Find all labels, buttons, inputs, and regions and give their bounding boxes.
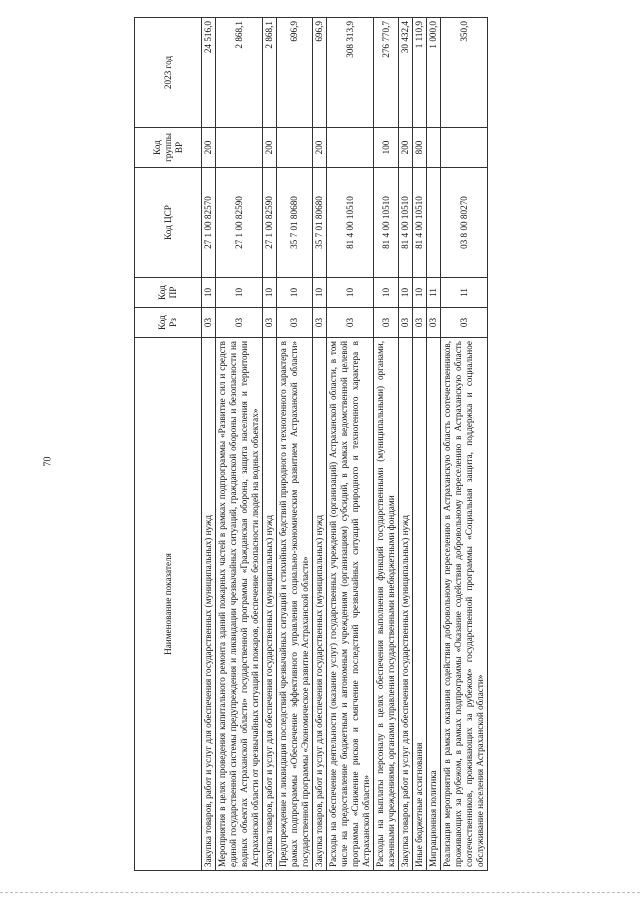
row-pr: 10 <box>313 278 327 308</box>
row-name: Реализация мероприятий в рамках оказания содействия добровольному переселению в Астраханскую область соотечественников, проживающих за рубежом, в рамках подпрограммы «Оказание содействия добровольному переселению в Астраханскую область соотечественников, проживающих за рубежом» государственной программы «Социальная защита, поддержка и социальное обслуживание населения Астраханской области» <box>441 338 488 871</box>
row-pr: 10 <box>277 278 313 308</box>
row-name: Расходы на обеспечение деятельности (оказание услуг) государственных учреждений (организаций) Астраханской области, в том числе на предоставление бюджетным и автономным учреждениям (организациям) субсидий, в рамках ведомственной целевой программы «Снижение рисков и смягчение последствий чрезвычайных ситуаций природного и техногенного характера в Астраханской области» <box>327 338 374 871</box>
row-vr: 200 <box>202 128 216 168</box>
row-csr <box>427 168 441 278</box>
row-vr <box>216 128 263 168</box>
row-rz: 03 <box>374 308 399 338</box>
table-row <box>399 18 413 871</box>
table-row <box>216 18 263 871</box>
table-row <box>374 18 399 871</box>
row-value: 696,9 <box>313 18 327 128</box>
row-rz: 03 <box>427 308 441 338</box>
row-rz: 03 <box>399 308 413 338</box>
row-value: 696,9 <box>277 18 313 128</box>
table-row <box>427 18 441 871</box>
row-pr: 10 <box>413 278 427 308</box>
row-csr: 81 4 00 10510 <box>374 168 399 278</box>
row-rz: 03 <box>263 308 277 338</box>
row-vr <box>441 128 488 168</box>
row-rz: 03 <box>327 308 374 338</box>
row-name: Закупка товаров, работ и услуг для обеспечения государственных (муниципальных) нужд <box>313 338 327 871</box>
header-csr: Код ЦСР <box>135 168 202 278</box>
row-pr: 11 <box>441 278 488 308</box>
table-header-row <box>135 18 202 871</box>
row-value: 2 868,1 <box>216 18 263 128</box>
row-csr: 27 1 00 82590 <box>216 168 263 278</box>
row-rz: 03 <box>277 308 313 338</box>
budget-table-sheet <box>134 18 576 871</box>
row-pr: 10 <box>374 278 399 308</box>
table-row <box>441 18 488 871</box>
row-value: 1 000,0 <box>427 18 441 128</box>
row-vr: 200 <box>313 128 327 168</box>
row-value: 1 110,9 <box>413 18 427 128</box>
row-csr: 03 8 00 80270 <box>441 168 488 278</box>
table-row <box>413 18 427 871</box>
budget-table <box>134 17 488 871</box>
row-name: Миграционная политика <box>427 338 441 871</box>
header-rz: Код Рз <box>135 308 202 338</box>
row-name: Расходы на выплаты персоналу в целях обеспечения выполнения функций государственными (муниципальными) органами, казенными учреждениями, органами управления государственными внебюджетными фондами <box>374 338 399 871</box>
row-rz: 03 <box>413 308 427 338</box>
row-vr: 200 <box>263 128 277 168</box>
row-name: Закупка товаров, работ и услуг для обеспечения государственных (муниципальных) нужд <box>399 338 413 871</box>
row-name: Закупка товаров, работ и услуг для обеспечения государственных (муниципальных) нужд <box>202 338 216 871</box>
row-csr: 27 1 00 82570 <box>202 168 216 278</box>
row-value: 308 313,9 <box>327 18 374 128</box>
header-pr: Код ПР <box>135 278 202 308</box>
row-value: 350,0 <box>441 18 488 128</box>
page-number: 70 <box>42 456 54 467</box>
row-value: 276 770,7 <box>374 18 399 128</box>
row-pr: 10 <box>216 278 263 308</box>
row-name: Закупка товаров, работ и услуг для обеспечения государственных (муниципальных) нужд <box>263 338 277 871</box>
row-name: Мероприятия в целях проведения капитального ремонта зданий пожарных частей в рамках подпрограммы «Развитие сил и средств единой государственной системы предупреждения и ликвидации чрезвычайных ситуаций, гражданской обороны и безопасности на водных объектах Астраханской области» государственной программы «Гражданская оборона, защита населения и территории Астраханской области от чрезвычайных ситуаций и пожаров, обеспечение безопасности людей на водных объектах» <box>216 338 263 871</box>
row-pr: 10 <box>327 278 374 308</box>
row-vr <box>427 128 441 168</box>
row-value: 24 516,0 <box>202 18 216 128</box>
row-csr: 35 7 01 80680 <box>277 168 313 278</box>
table-body <box>202 18 488 871</box>
row-vr: 100 <box>374 128 399 168</box>
row-csr: 81 4 00 10510 <box>327 168 374 278</box>
header-year: 2023 год <box>135 18 202 128</box>
row-csr: 81 4 00 10510 <box>413 168 427 278</box>
table-row <box>263 18 277 871</box>
row-vr <box>277 128 313 168</box>
page-bottom-rule <box>0 892 640 893</box>
row-csr: 27 1 00 82590 <box>263 168 277 278</box>
row-rz: 03 <box>313 308 327 338</box>
table-row <box>202 18 216 871</box>
row-name: Предупреждение и ликвидация последствий чрезвычайных ситуаций и стихийных бедствий природного и техногенного характера в рамках подпрограммы «Обеспечение эффективного управления социально-экономическим развитием Астраханской области» государственной программы «Экономическое развитие Астраханской области» <box>277 338 313 871</box>
row-rz: 03 <box>441 308 488 338</box>
row-vr: 200 <box>399 128 413 168</box>
row-vr: 800 <box>413 128 427 168</box>
row-rz: 03 <box>202 308 216 338</box>
header-name: Наименование показателя <box>135 338 202 871</box>
table-row <box>313 18 327 871</box>
row-csr: 35 7 01 80680 <box>313 168 327 278</box>
row-name: Иные бюджетные ассигнования <box>413 338 427 871</box>
row-pr: 11 <box>427 278 441 308</box>
row-value: 2 868,1 <box>263 18 277 128</box>
table-row <box>277 18 313 871</box>
row-rz: 03 <box>216 308 263 338</box>
row-pr: 10 <box>263 278 277 308</box>
row-value: 30 432,4 <box>399 18 413 128</box>
row-pr: 10 <box>399 278 413 308</box>
row-vr <box>327 128 374 168</box>
header-vr: Код группы ВР <box>135 128 202 168</box>
row-csr: 81 4 00 10510 <box>399 168 413 278</box>
row-pr: 10 <box>202 278 216 308</box>
table-row <box>327 18 374 871</box>
